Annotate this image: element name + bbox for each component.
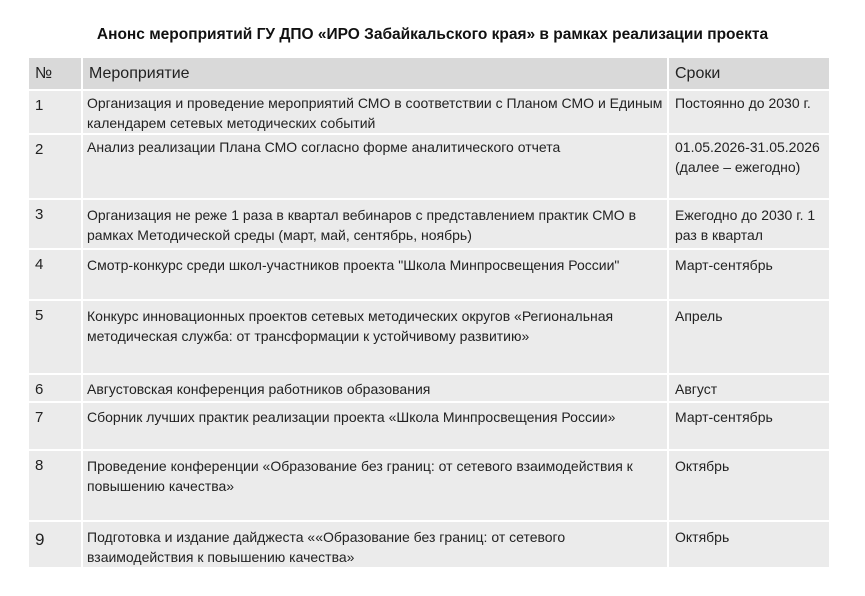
table-row [29,91,831,135]
table-row [29,250,831,301]
row-event: Конкурс инновационных проектов сетевых методических округов «Региональная методическая служба: от трансформации к устойчивому развитию» [83,301,669,375]
table-row [29,403,831,451]
row-date: Ежегодно до 2030 г. 1 раз в квартал [669,200,831,250]
row-event: Смотр-конкурс среди школ-участников проекта "Школа Минпросвещения России" [83,250,669,301]
row-event: Проведение конференции «Образование без границ: от сетевого взаимодействия к повышению качества» [83,451,669,522]
row-date: Март-сентябрь [669,403,831,451]
document-title: Анонс мероприятий ГУ ДПО «ИРО Забайкальского края» в рамках реализации проекта [96,26,769,43]
row-date: Март-сентябрь [669,250,831,301]
row-date: Август [669,375,831,403]
row-num: 7 [29,403,83,451]
table-row [29,375,831,403]
row-event: Сборник лучших практик реализации проекта «Школа Минпросвещения России» [83,403,669,451]
header-date: Сроки [669,58,831,91]
table-row [29,301,831,375]
row-num: 9 [29,522,83,569]
table-row [29,522,831,569]
row-num: 6 [29,375,83,403]
row-event: Подготовка и издание дайджеста ««Образование без границ: от сетевого взаимодействия к повышению качества» [83,522,669,569]
table-header-row [29,58,831,91]
row-event: Августовская конференция работников образования [83,375,669,403]
table-row [29,451,831,522]
row-date: 01.05.2026-31.05.2026 (далее – ежегодно) [669,135,831,200]
table-row [29,200,831,250]
events-table [29,58,831,569]
header-event: Мероприятие [83,58,669,91]
row-event: Анализ реализации Плана СМО согласно форме аналитического отчета [83,135,669,200]
row-date: Постоянно до 2030 г. [669,91,831,135]
row-date: Апрель [669,301,831,375]
row-num: 2 [29,135,83,200]
row-date: Октябрь [669,522,831,569]
header-num: № [29,58,83,91]
row-date: Октябрь [669,451,831,522]
table-row [29,135,831,200]
row-event: Организация не реже 1 раза в квартал вебинаров с представлением практик СМО в рамках Методической среды (март, май, сентябрь, ноябрь) [83,200,669,250]
row-num: 8 [29,451,83,522]
row-num: 1 [29,91,83,135]
row-num: 5 [29,301,83,375]
row-event: Организация и проведение мероприятий СМО в соответствии с Планом СМО и Единым календарем сетевых методических событий [83,91,669,135]
row-num: 4 [29,250,83,301]
row-num: 3 [29,200,83,250]
